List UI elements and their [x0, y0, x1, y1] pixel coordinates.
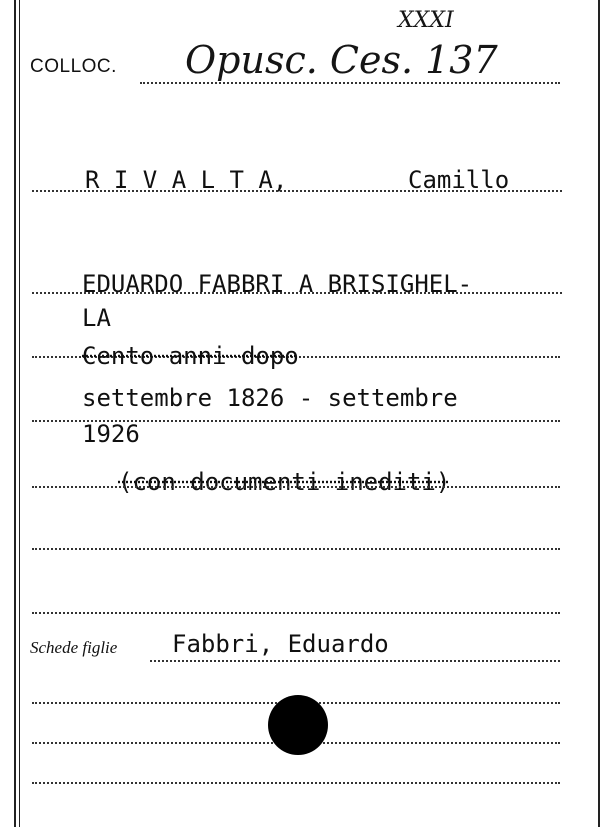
blank-rule-2: [32, 612, 560, 614]
title-line-6: (con documenti inediti): [118, 468, 451, 496]
colloc-rule: [140, 82, 560, 84]
blank-rule-5: [32, 782, 560, 784]
title-line-1: EDUARDO FABBRI A BRISIGHEL-: [82, 270, 473, 298]
colloc-value: Opusc. Ces. 137: [185, 38, 498, 82]
title-line-2: LA: [82, 304, 111, 332]
blank-rule-1: [32, 548, 560, 550]
left-border-line-inner: [19, 0, 20, 827]
title-line-5: 1926: [82, 420, 140, 448]
title-line-3: Cento anni dopo: [82, 342, 299, 370]
left-border-line: [14, 0, 16, 827]
schede-value: Fabbri, Eduardo: [172, 630, 389, 658]
author-surname: R I V A L T A,: [85, 166, 288, 194]
shelfmark-top: XXXI: [398, 8, 454, 33]
punch-hole: [268, 695, 328, 755]
title-rule-4: [32, 486, 560, 488]
schede-label: Schede figlie: [30, 638, 118, 657]
schede-rule: [150, 660, 560, 662]
author-rule: [32, 190, 562, 192]
right-border-line: [598, 0, 600, 827]
colloc-label: COLLOC.: [30, 56, 117, 77]
author-given: Camillo: [408, 166, 510, 194]
title-line-4: settembre 1826 - settembre: [82, 384, 458, 412]
